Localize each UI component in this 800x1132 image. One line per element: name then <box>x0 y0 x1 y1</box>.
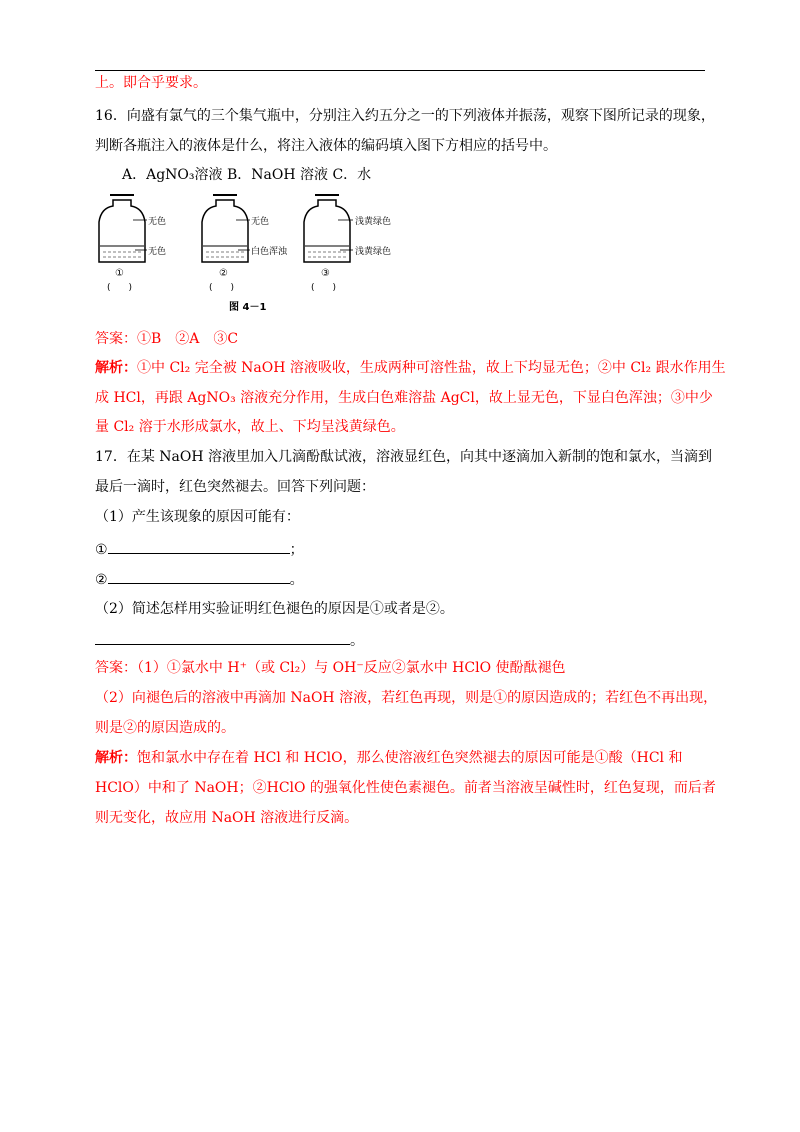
bottle-3-number: ③ <box>321 268 330 279</box>
bottle-3-paren: ( ) <box>311 283 337 293</box>
q17-analysis-label: 解析： <box>95 750 137 766</box>
q17-answer-line3: 则是②的原因造成的。 <box>95 720 235 736</box>
q17-blank2-prefix: ② <box>95 572 108 588</box>
q17-analysis-line3: 则无变化，故应用 NaOH 溶液进行反滴。 <box>95 810 359 826</box>
q17-blank3-line <box>95 630 364 650</box>
q17-analysis-line2: HClO）中和了 NaOH；②HClO 的强氧化性使色素褪色。前者当溶液呈碱性时，红色复现，而后者 <box>95 780 716 796</box>
q17-blank1-suffix: ； <box>289 542 304 558</box>
bottle-2-top-label: 无色 <box>251 217 270 227</box>
bottle-3 <box>304 195 391 293</box>
bottle-3-bottom-label: 浅黄绿色 <box>355 247 392 257</box>
q17-blank1-prefix: ① <box>95 542 108 558</box>
q17-blank3[interactable] <box>95 630 350 645</box>
q16-stem-line1 <box>95 107 715 125</box>
q17-stem1: 在某 NaOH 溶液里加入几滴酚酞试液，溶液显红色，向其中逐滴加入新制的饱和氯水，当滴到 <box>126 449 713 465</box>
bottle-1 <box>99 195 166 293</box>
q17-analysis1: 饱和氯水中存在着 HCl 和 HClO，那么使溶液红色突然褪去的原因可能是①酸（HCl 和 <box>137 750 683 766</box>
bottle-2-number: ② <box>219 268 228 279</box>
q17-stem-line1 <box>95 448 712 466</box>
figure-caption: 图 4－1 <box>229 302 267 313</box>
bottle-1-bottom-label: 无色 <box>148 247 167 257</box>
q17-blank3-suffix: 。 <box>350 633 364 649</box>
bottle-1-top-label: 无色 <box>148 217 167 227</box>
q17-sub2: （2）简述怎样用实验证明红色褪色的原因是①或者是②。 <box>95 601 454 617</box>
continuation-text: 上。即合乎要求。 <box>95 75 207 91</box>
q17-blank1-line <box>95 539 304 559</box>
q16-answer: 答案：①B ②A ③C <box>95 331 239 347</box>
q17-stem-line2: 最后一滴时，红色突然褪去。回答下列问题： <box>95 479 375 495</box>
q16-stem1: 向盛有氯气的三个集气瓶中，分别注入约五分之一的下列液体并振荡，观察下图所记录的现象， <box>126 108 715 124</box>
header-rule <box>95 70 705 71</box>
q16-analysis-line3: 量 Cl₂ 溶于水形成氯水，故上、下均呈浅黄绿色。 <box>95 419 405 435</box>
q17-blank1[interactable] <box>108 539 290 554</box>
bottle-1-number: ① <box>115 268 124 279</box>
q16-options: A．AgNO₃溶液 B．NaOH 溶液 C．水 <box>122 167 372 183</box>
bottle-1-paren: ( ) <box>107 283 133 293</box>
q17-blank2-line <box>95 569 304 589</box>
q17-blank2-suffix: 。 <box>289 572 304 588</box>
q17-sub1: （1）产生该现象的原因可能有： <box>95 509 300 525</box>
q17-answer-line1: 答案：（1）①氯水中 H⁺（或 Cl₂）与 OH⁻反应②氯水中 HClO 使酚酞褪色 <box>95 660 566 676</box>
gas-bottles-figure <box>95 192 425 317</box>
q16-analysis-line2: 成 HCl，再跟 AgNO₃ 溶液充分作用，生成白色难溶盐 AgCl，故上显无色，下显白色浑浊；③中少 <box>95 390 713 406</box>
q17-answer-line2: （2）向褪色后的溶液中再滴加 NaOH 溶液，若红色再现，则是①的原因造成的；若红色不再出现， <box>95 690 718 706</box>
bottle-2-bottom-label: 白色浑浊 <box>251 247 288 257</box>
q16-analysis1: ①中 Cl₂ 完全被 NaOH 溶液吸收，生成两种可溶性盐，故上下均显无色；②中 Cl₂ 跟水作用生 <box>137 360 726 376</box>
q17-number: 17． <box>95 449 127 465</box>
q17-blank2[interactable] <box>108 569 290 584</box>
q16-analysis-label: 解析： <box>95 360 137 376</box>
q16-number: 16． <box>95 108 127 124</box>
q16-stem-line2: 判断各瓶注入的液体是什么，将注入液体的编码填入图下方相应的括号中。 <box>95 138 557 154</box>
q17-analysis-line1 <box>95 749 682 767</box>
bottle-3-top-label: 浅黄绿色 <box>355 217 392 227</box>
bottle-2 <box>202 195 288 293</box>
q16-analysis-line1 <box>95 359 726 377</box>
bottle-2-paren: ( ) <box>209 283 235 293</box>
